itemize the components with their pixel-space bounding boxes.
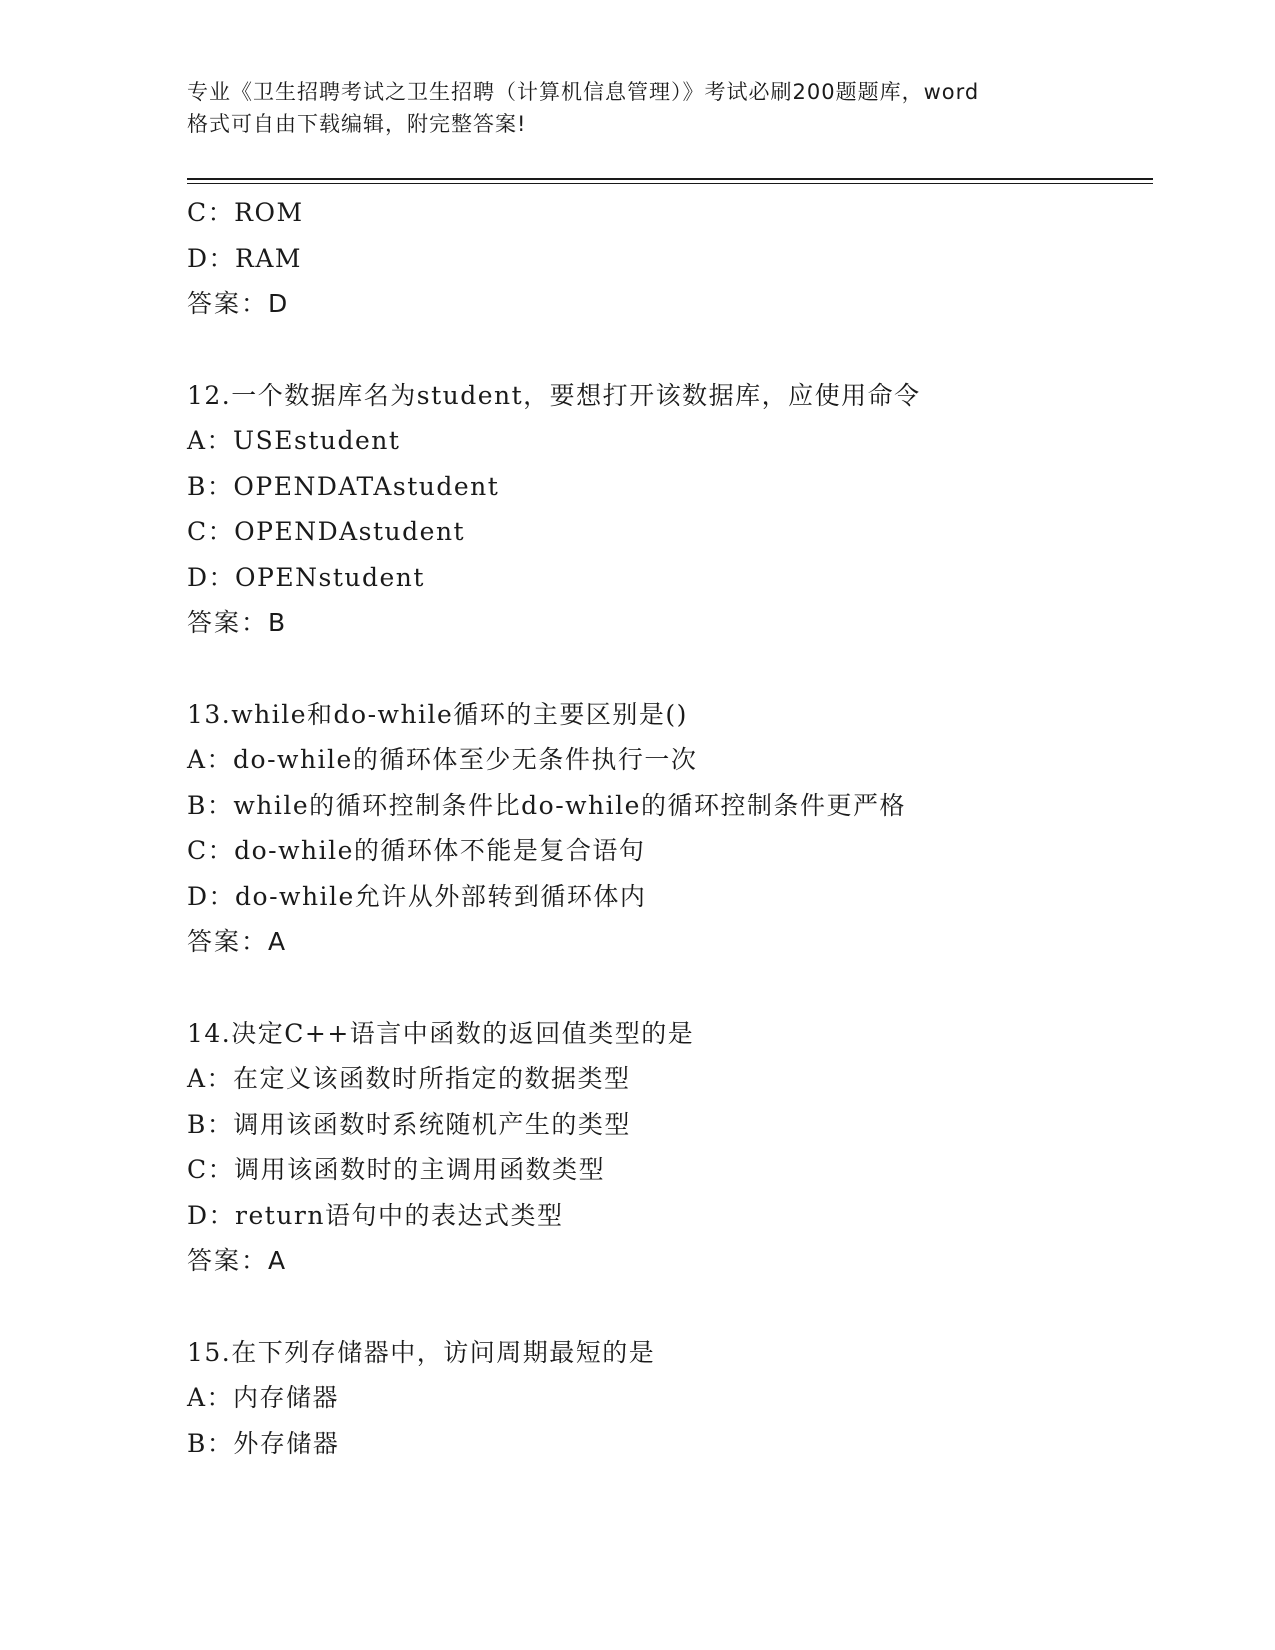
option-b: B：OPENDATAstudent [187, 471, 500, 501]
header-divider-thin [187, 183, 1153, 184]
question-block [187, 190, 1153, 327]
spacer [187, 1284, 1153, 1330]
option-b: B：外存储器 [187, 1428, 340, 1458]
answer-line: 答案：A [187, 927, 288, 956]
question-text: 15.在下列存储器中，访问周期最短的是 [187, 1337, 656, 1367]
option-a: A：内存储器 [187, 1383, 340, 1412]
header-divider-thick [187, 178, 1153, 180]
option-a: A：do-while的循环体至少无条件执行一次 [187, 745, 698, 774]
option-b: B：调用该函数时系统随机产生的类型 [187, 1109, 631, 1139]
question-block [187, 1011, 1153, 1284]
option-c: C：OPENDAstudent [187, 517, 466, 546]
option-c: C：ROM [187, 198, 304, 227]
question-list [187, 190, 1153, 1466]
question-text: 13.while和do-while循环的主要区别是() [187, 699, 688, 729]
question-block [187, 373, 1153, 646]
option-a: A：USEstudent [187, 426, 401, 455]
question-block [187, 1330, 1153, 1467]
option-d: D：OPENstudent [187, 562, 425, 592]
option-a: A：在定义该函数时所指定的数据类型 [187, 1064, 631, 1093]
question-block [187, 692, 1153, 965]
question-text: 14.决定C++语言中函数的返回值类型的是 [187, 1018, 695, 1048]
answer-line: 答案：B [187, 608, 288, 637]
answer-line: 答案：A [187, 1246, 288, 1275]
option-c: C：do-while的循环体不能是复合语句 [187, 836, 646, 865]
option-d: D：do-while允许从外部转到循环体内 [187, 881, 647, 911]
spacer [187, 646, 1153, 692]
header-title-line1: 专业《卫生招聘考试之卫生招聘（计算机信息管理）》考试必刷200题题库，word [187, 80, 980, 104]
option-b: B：while的循环控制条件比do-while的循环控制条件更严格 [187, 790, 906, 820]
option-d: D：return语句中的表达式类型 [187, 1200, 564, 1230]
spacer [187, 965, 1153, 1011]
spacer [187, 327, 1153, 373]
option-d: D：RAM [187, 243, 303, 273]
question-text: 12.一个数据库名为student，要想打开该数据库，应使用命令 [187, 380, 921, 410]
answer-line: 答案：D [187, 289, 290, 318]
header-title-line2: 格式可自由下载编辑，附完整答案! [187, 112, 527, 136]
option-c: C：调用该函数时的主调用函数类型 [187, 1155, 606, 1184]
document-header [187, 76, 1087, 140]
